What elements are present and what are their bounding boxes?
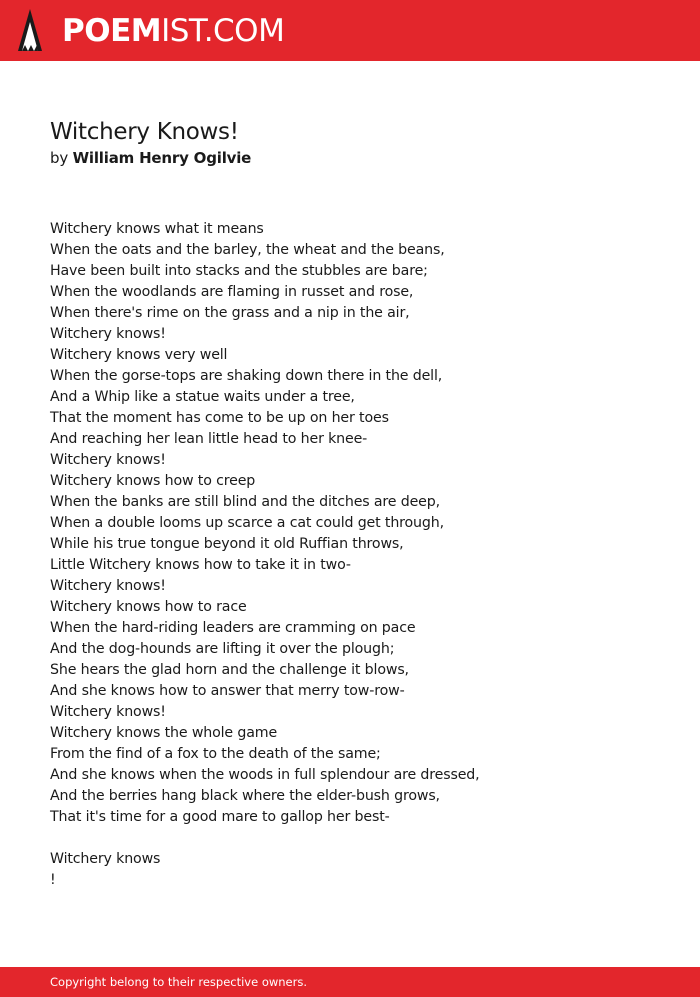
poem-line: And reaching her lean little head to her knee- bbox=[50, 431, 368, 447]
poem-line: And she knows when the woods in full splendour are dressed, bbox=[50, 767, 480, 783]
poem-line: That it's time for a good mare to gallop her best- bbox=[50, 809, 390, 825]
poem-line: While his true tongue beyond it old Ruffian throws, bbox=[50, 536, 404, 552]
poem-line: Witchery knows! bbox=[50, 452, 166, 468]
poem-line: Witchery knows the whole game bbox=[50, 725, 278, 741]
copyright-text: Copyright belong to their respective owners. bbox=[50, 975, 308, 989]
poem-line: Witchery knows how to creep bbox=[50, 473, 256, 489]
poem-closing-line: Witchery knows bbox=[50, 851, 161, 867]
poem-title: Witchery Knows! bbox=[50, 119, 239, 145]
site-logo[interactable] bbox=[62, 11, 284, 51]
poem-line: And she knows how to answer that merry tow-row- bbox=[50, 683, 405, 699]
pencil-logo-icon[interactable] bbox=[18, 9, 42, 51]
poem-line: That the moment has come to be up on her toes bbox=[50, 410, 389, 426]
site-header bbox=[0, 0, 700, 61]
poem-line: When there's rime on the grass and a nip in the air, bbox=[50, 305, 410, 321]
poem-line: When the gorse-tops are shaking down there in the dell, bbox=[50, 368, 443, 384]
by-label: by bbox=[50, 149, 68, 167]
poem-line: And a Whip like a statue waits under a tree, bbox=[50, 389, 355, 405]
site-footer bbox=[0, 967, 700, 997]
poem-line: Witchery knows! bbox=[50, 704, 166, 720]
byline bbox=[50, 148, 251, 169]
poem-line: And the dog-hounds are lifting it over the plough; bbox=[50, 641, 395, 657]
author-name: William Henry Ogilvie bbox=[72, 149, 252, 167]
stanza-gap bbox=[50, 828, 670, 849]
logo-light-text: IST.COM bbox=[161, 13, 285, 49]
poem-closing-line: ! bbox=[50, 872, 56, 888]
poem-line: Witchery knows! bbox=[50, 326, 166, 342]
poem-line: Have been built into stacks and the stubbles are bare; bbox=[50, 263, 428, 279]
poem-line: When the oats and the barley, the wheat and the beans, bbox=[50, 242, 445, 258]
poem-body bbox=[50, 219, 670, 891]
poem-line: She hears the glad horn and the challenge it blows, bbox=[50, 662, 409, 678]
poem-line: Witchery knows! bbox=[50, 578, 166, 594]
poem-line: When the woodlands are flaming in russet and rose, bbox=[50, 284, 414, 300]
poem-line: And the berries hang black where the elder-bush grows, bbox=[50, 788, 440, 804]
poem-line: Witchery knows very well bbox=[50, 347, 228, 363]
poem-line: Little Witchery knows how to take it in two- bbox=[50, 557, 351, 573]
poem-line: From the find of a fox to the death of the same; bbox=[50, 746, 381, 762]
poem-line: When the banks are still blind and the ditches are deep, bbox=[50, 494, 440, 510]
poem-line: Witchery knows how to race bbox=[50, 599, 247, 615]
poem-line: When the hard-riding leaders are cramming on pace bbox=[50, 620, 416, 636]
logo-bold-text: POEM bbox=[62, 13, 162, 49]
poem-line: When a double looms up scarce a cat could get through, bbox=[50, 515, 444, 531]
poem-line: Witchery knows what it means bbox=[50, 221, 264, 237]
